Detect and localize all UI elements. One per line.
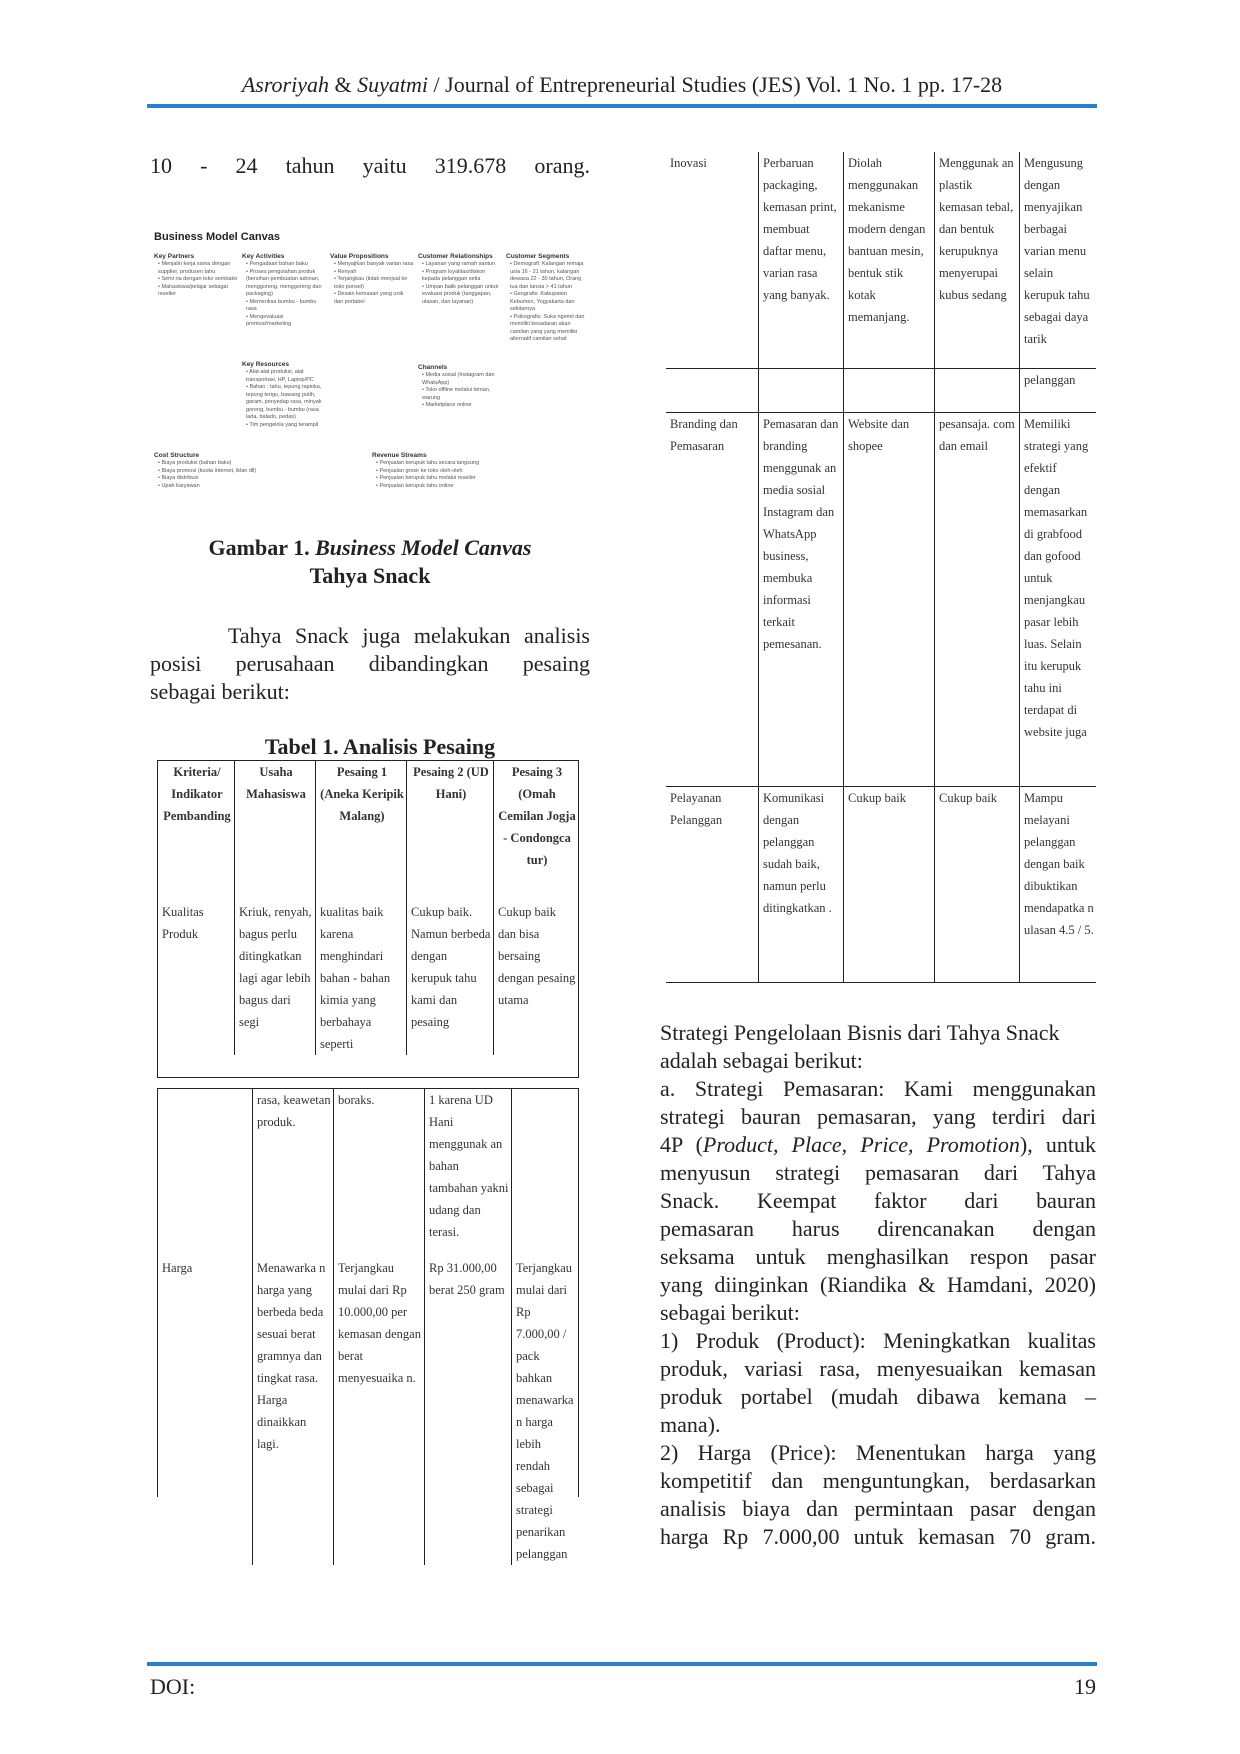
header-pesaing2: Pesaing 2 (UD Hani) [407, 761, 494, 901]
cell-kualitas-label: Kualitas Produk [162, 905, 204, 941]
bmc-title: Business Model Canvas [154, 231, 280, 243]
figure-caption-line1: Gambar 1. Business Model Canvas [208, 535, 532, 560]
bmc-key-activities-heading: Key Activities [242, 253, 285, 260]
running-header [147, 72, 1097, 98]
cell-inovasi-p2: Menggunak an plastik kemasan tebal, dan bentuk kerupuknya menyerupai kubus sedang [935, 152, 1020, 368]
bmc-key-resources-heading: Key Resources [242, 361, 289, 368]
cell-branding-p2: pesansaja. com dan email [935, 412, 1020, 786]
cell-inovasi-usaha: Perbaruan packaging, kemasan print, membuat daftar menu, varian rasa yang banyak. [759, 152, 844, 368]
cell-pelayanan-usaha: Komunikasi dengan pelanggan sudah baik, namun perlu ditingkatkan . [759, 786, 844, 982]
cell-harga-p3: Terjangkau mulai dari Rp 7.000,00 / pack bahkan menawarka n harga lebih rendah sebagai strategi penarikan pelanggan [512, 1257, 579, 1565]
header-rule [147, 104, 1097, 108]
cell-cont-usaha: rasa, keawetan produk. [253, 1089, 334, 1257]
bmc-value-heading: Value Propositions [330, 253, 389, 260]
header-usaha: Usaha Mahasiswa [235, 761, 316, 901]
cell-pelayanan-label: Pelayanan Pelanggan [670, 790, 723, 827]
bmc-revenue-heading: Revenue Streams [372, 452, 427, 459]
ampersand: & [334, 72, 352, 97]
cell-branding-label: Branding dan Pemasaran [670, 416, 738, 453]
cell-pelayanan-p2: Cukup baik [935, 786, 1020, 982]
bmc-segments-heading: Customer Segments [506, 253, 570, 260]
cell-cont-p1: boraks. [334, 1089, 425, 1257]
cell-harga-label: Harga [162, 1261, 193, 1275]
footer-rule [147, 1662, 1097, 1666]
cell-branding-usaha: Pemasaran dan branding menggunak an media sosial Instagram dan WhatsApp business, membuka informasi terkait pemesanan. [759, 412, 844, 786]
cell-harga-p1: Terjangkau mulai dari Rp 10.000,00 per kemasan dengan berat menyesuaika n. [334, 1257, 425, 1565]
paragraph-analisis: Tahya Snack juga melakukan analisis posisi perusahaan dibandingkan pesaing sebagai berikut: [150, 623, 590, 704]
bmc-cr-heading: Customer Relationships [418, 253, 493, 260]
cell-inovasi-label: Inovasi [670, 156, 707, 170]
cell-kualitas-p1: kualitas baik karena menghindari bahan - bahan kimia yang berbahaya seperti [316, 901, 407, 1055]
cell-cont-label [158, 1089, 253, 1257]
cell-inovasi-p1: Diolah menggunakan mekanisme modern dengan bantuan mesin, bentuk stik kotak memanjang. [844, 152, 935, 368]
cell-inovasi-p3-cont: pelanggan [1020, 368, 1097, 412]
cell-harga-usaha: Menawarka n harga yang berbeda beda sesuai berat gramnya dan tingkat rasa. Harga dinaikkan lagi. [253, 1257, 334, 1565]
intro-line: 10 - 24 tahun yaitu 319.678 orang. [150, 153, 590, 178]
cell-kualitas-p2: Cukup baik. Namun berbeda dengan kerupuk tahu kami dan pesaing [407, 901, 494, 1055]
competitor-table-part1 [157, 760, 579, 1078]
bmc-key-partners-list: • Menjalin kerja sama dengan supplier, produsen tahu • Semi ria dengan toko sembako • Mahasiswa/pelajar sebagai reseller [158, 261, 238, 297]
bmc-value-list: • Menyajikan banyak varian rasa • Renyah • Terjangkau (tidak menjual ke toko ponsel) • Desain kemasan yang unik dan portabel [334, 261, 414, 305]
bmc-channels-heading: Channels [418, 364, 448, 371]
cell-kualitas-p3: Cukup baik dan bisa bersaing dengan pesaing utama [494, 901, 579, 1055]
header-pesaing1: Pesaing 1 (Aneka Keripik Malang) [316, 761, 407, 901]
bmc-cr-list: • Layanan yang ramah santun • Program loyalitas/diskon kepada pelanggan setia • Umpan balik pelanggan untuk evaluasi produk (tanggapan, ulasan, dan layanan) [422, 261, 499, 305]
page-number: 19 [1074, 1674, 1096, 1699]
cell-branding-p3: Memiliki strategi yang efektif dengan memasarkan di grabfood dan gofood untuk menjangkau pasar lebih luas. Selain itu kerupuk tahu ini terdapat di website juga [1020, 412, 1097, 786]
journal-info: / Journal of Entrepreneurial Studies (JES) Vol. 1 No. 1 pp. 17-28 [433, 72, 1003, 97]
table-title: Tabel 1. Analisis Pesaing [264, 734, 496, 759]
strategy-paragraph: Strategi Pengelolaan Bisnis dari Tahya Snack adalah sebagai berikut: a. Strategi Pemasaran: Kami menggunakan strategi bauran pemasaran, yang terdiri dari 4P (Product, Place, Price, Promotion), untuk menyusun strategi pemasaran dari Tahya Snack. Keempat faktor dari bauran pemasaran harus direncanakan dengan seksama untuk menghasilkan respon pasar yang diinginkan (Riandika & Hamdani, 2020) sebagai berikut: 1) Produk (Product): Meningkatkan kualitas produk, variasi rasa, menyesuaikan kemasan produk portabel (mudah dibawa kemana – mana). 2) Harga (Price): Menentukan harga yang kompetitif dan menguntungkan, berdasarkan analisis biaya dan permintaan pasar dengan harga Rp 7.000,00 untuk kemasan 70 gram. [660, 1020, 1096, 1549]
bmc-cost-heading: Cost Structure [154, 452, 200, 459]
author-1: Asroriyah [241, 72, 329, 97]
cell-inovasi-p3: Mengusung dengan menyajikan berbagai varian menu selain kerupuk tahu sebagai daya tarik [1020, 152, 1097, 368]
cell-branding-p1: Website dan shopee [844, 412, 935, 786]
business-model-canvas-figure [150, 226, 590, 511]
bmc-key-resources-list: • Alat-alat produksi, alat transportasi, HP, Laptop/PC • Bahan : tahu, tepung tapioka, tepung terigu, bawang putih, garam, penyedap rasa, minyak goreng, bumbu - bumbu (rasa lada, balado, pedas) • Tim pengelola yang terampil [246, 369, 322, 428]
cell-pelayanan-p3: Mampu melayani pelanggan dengan baik dibuktikan mendapatka n ulasan 4.5 / 5. [1020, 786, 1097, 982]
cell-pelayanan-p1: Cukup baik [844, 786, 935, 982]
figure-caption-line2: Tahya Snack [309, 563, 431, 588]
bmc-channels-list: • Media sosial (Instagram dan WhatsApp) • Toko offline melalui teman, warung • Marketplace online [422, 372, 495, 408]
bmc-revenue-list: • Penjualan kerupuk tahu secara langsung • Penjualan grosir ke toko oleh-oleh • Penjualan kerupuk tahu melalui reseller • Penjualan kerupuk tahu online [376, 460, 480, 489]
cell-harga-p2: Rp 31.000,00 berat 250 gram [425, 1257, 512, 1565]
bmc-cost-list: • Biaya produksi (bahan baku) • Biaya promosi (kuota internet, iklan dll) • Biaya distribusi • Upah karyawan [158, 460, 257, 489]
competitor-table-part3 [666, 152, 1096, 986]
cell-kualitas-usaha: Kriuk, renyah, bagus perlu ditingkatkan lagi agar lebih bagus dari segi [235, 901, 316, 1055]
bmc-key-activities-list: • Pengadaan bahan baku • Proses pengolahan produk (bersihan pembuatan adonan, menggoreng, menggoreng dan packaging) • Memeriksa bumbu - bumbu rasa • Mengevaluasi promosi/marketing [246, 261, 322, 327]
competitor-table-part2 [157, 1088, 579, 1561]
cell-cont-p2: 1 karena UD Hani menggunak an bahan tambahan yakni udang dan terasi. [425, 1089, 512, 1257]
bmc-key-partners-heading: Key Partners [154, 253, 195, 260]
doi-label: DOI: [150, 1674, 196, 1699]
bmc-segments-list: • Demografi: Kalangan remaja usia 16 - 21 tahun, kalangan dewasa 22 - 30 tahun, Orang tua dan lansia > 41 tahun • Geografis: Kabupaten Kebumen, Yogyakarta dan sekitarnya • Psikografis: Suka ngemil dan memiliki kesadaran akan camilan yang yang memiliki alternatif camilan sehat [510, 261, 585, 342]
header-kriteria: Kriteria/ Indikator Pembanding [163, 765, 231, 823]
cell-cont-p3 [512, 1089, 579, 1257]
header-pesaing3: Pesaing 3 (Omah Cemilan Jogja - Condongca tur) [494, 761, 579, 901]
author-2: Suyatmi [357, 72, 429, 97]
